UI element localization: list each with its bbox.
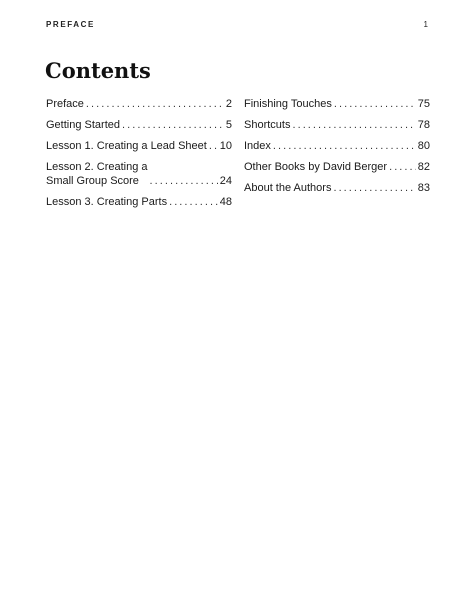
dot-leader xyxy=(150,174,218,188)
table-of-contents xyxy=(46,97,430,216)
toc-entry-label: Preface xyxy=(46,98,84,110)
toc-entry-finishing-touches[interactable] xyxy=(244,97,430,111)
toc-entry-page: 5 xyxy=(225,119,232,131)
toc-column-left xyxy=(46,97,232,216)
toc-entry-label xyxy=(46,160,148,188)
toc-entry-label: Lesson 3. Creating Parts xyxy=(46,196,168,208)
toc-entry-page: 80 xyxy=(417,140,430,152)
toc-entry-page: 10 xyxy=(219,140,232,152)
toc-entry-lesson-2[interactable] xyxy=(46,160,232,188)
toc-entry-lesson-1[interactable] xyxy=(46,139,232,153)
toc-entry-index[interactable] xyxy=(244,139,430,153)
dot-leader xyxy=(86,97,224,111)
toc-entry-preface[interactable] xyxy=(46,97,232,111)
toc-entry-label-line-1: Lesson 2. Creating a xyxy=(46,161,148,173)
toc-entry-label: Index xyxy=(244,140,271,152)
dot-leader xyxy=(169,195,218,209)
toc-column-right xyxy=(244,97,430,216)
toc-entry-label: Getting Started xyxy=(46,119,120,131)
toc-entry-lesson-3[interactable] xyxy=(46,195,232,209)
toc-entry-label: Shortcuts xyxy=(244,119,291,131)
running-head: PREFACE xyxy=(46,20,95,29)
dot-leader xyxy=(273,139,416,153)
toc-entry-page: 83 xyxy=(417,182,430,194)
toc-entry-page: 82 xyxy=(417,161,430,173)
page-number: 1 xyxy=(423,20,428,29)
dot-leader xyxy=(209,139,218,153)
dot-leader xyxy=(389,160,416,174)
toc-entry-page: 75 xyxy=(417,98,430,110)
toc-entry-page: 48 xyxy=(219,196,232,208)
toc-entry-getting-started[interactable] xyxy=(46,118,232,132)
toc-entry-label-line-2: Small Group Score xyxy=(46,175,139,187)
dot-leader xyxy=(122,118,224,132)
toc-entry-label: Lesson 1. Creating a Lead Sheet xyxy=(46,140,207,152)
dot-leader xyxy=(333,181,415,195)
toc-entry-label: Other Books by David Berger xyxy=(244,161,388,173)
toc-entry-label: About the Authors xyxy=(244,182,332,194)
toc-entry-page: 2 xyxy=(225,98,232,110)
toc-entry-other-books[interactable] xyxy=(244,160,430,174)
toc-entry-about-authors[interactable] xyxy=(244,181,430,195)
dot-leader xyxy=(334,97,416,111)
toc-entry-label: Finishing Touches xyxy=(244,98,332,110)
toc-entry-shortcuts[interactable] xyxy=(244,118,430,132)
dot-leader xyxy=(292,118,415,132)
page-title: Contents xyxy=(45,58,151,83)
toc-entry-page: 24 xyxy=(219,175,232,187)
toc-entry-page: 78 xyxy=(417,119,430,131)
